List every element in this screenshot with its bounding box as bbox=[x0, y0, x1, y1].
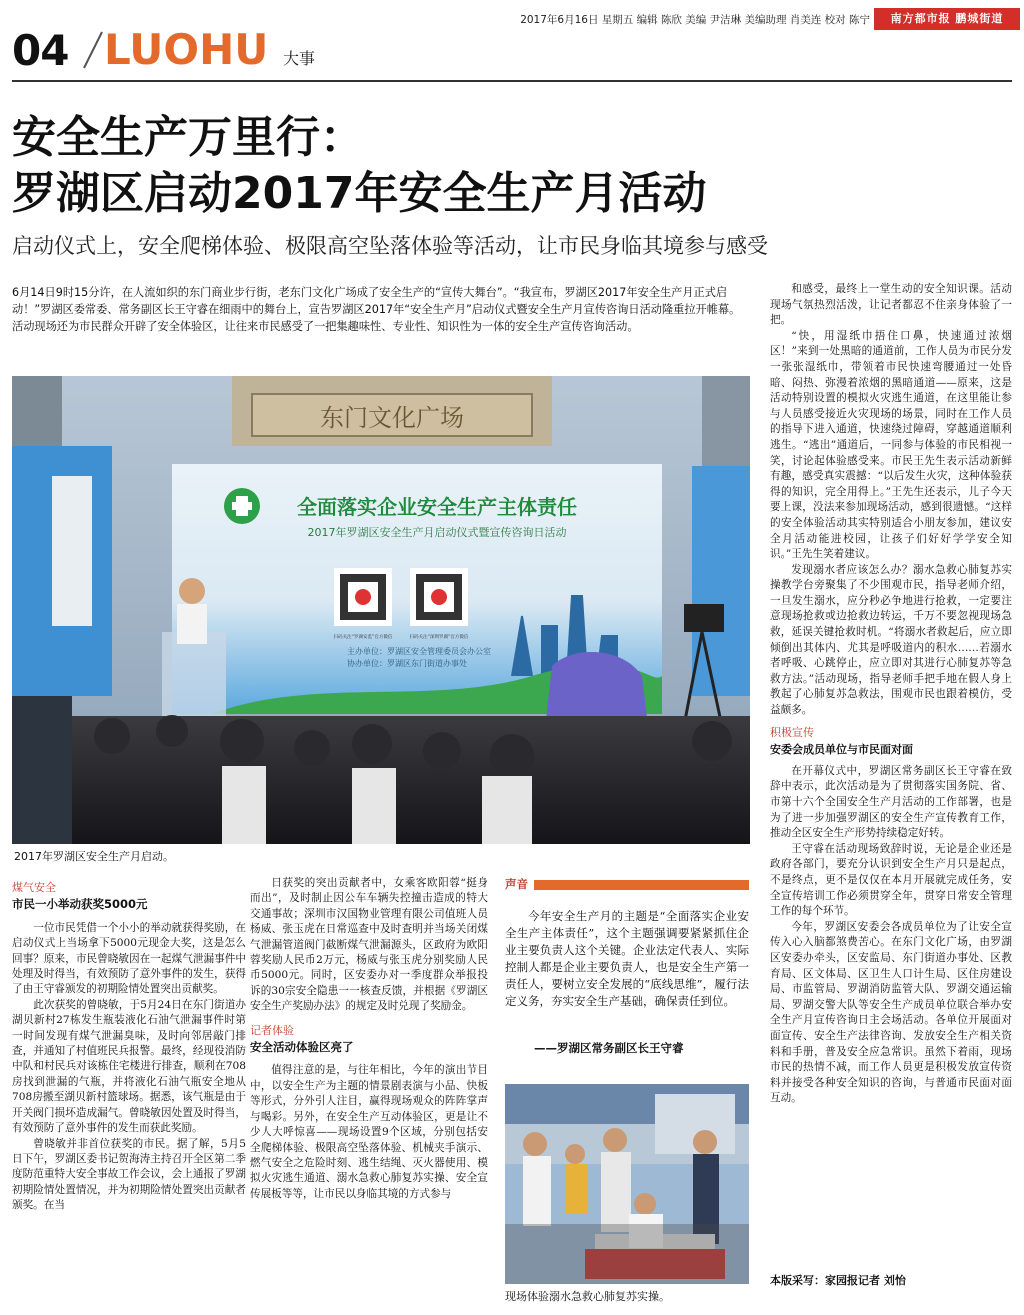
col1-paragraph-1: 一位市民凭借一个小小的举动就获得奖励，在启动仪式上当场拿下5000元现金大奖，这是怎么回事？原来，市民曾晓敏因在一起煤气泄漏事件中处理及时得当，有效预防了意外事件的发生，获得了由王守睿颁发的初期险情处置突出贡献奖。 bbox=[12, 921, 246, 996]
col1-kicker: 煤气安全 bbox=[12, 881, 56, 894]
organizer-text: 主办单位：罗湖区安全管理委员会办公室 bbox=[347, 647, 491, 656]
column-2 bbox=[250, 876, 488, 1202]
right-kicker: 积极宣传 bbox=[770, 725, 814, 739]
col1-paragraph-2: 此次获奖的曾晓敏，于5月24日在东门街道办湖贝新村27栋发生瓶装液化石油气泄漏事件时第一时间发现有煤气泄漏臭味，及时向邻居敲门排查，并通知了村值班民兵报警。最终，经现役消防中队和村民兵对该栋住宅楼进行排查，顺利在708房找到泄漏的气瓶，并将液化石油气瓶安全地从708房搬至湖贝新村篮球场。据悉，该气瓶是由于开关阀门损坏造成漏气。曾晓敏因处置及时得当，有效预防了意外事件的发生而获此奖励。 bbox=[12, 998, 246, 1135]
footer-credit: 本版采写：家园报记者 刘怡 bbox=[770, 1274, 906, 1287]
qr-caption-left: 扫码关注“罗湖安监”官方微信 bbox=[333, 635, 393, 640]
subheadline: 启动仪式上，安全爬梯体验、极限高空坠落体验等活动，让市民身临其境参与感受 bbox=[12, 234, 768, 258]
co-organizer-text: 协办单位：罗湖区东门街道办事处 bbox=[347, 659, 467, 668]
main-photo-graphic bbox=[12, 376, 750, 844]
right-paragraph-1: 和感受，最终上一堂生动的安全知识课。活动现场气氛热烈活泼，让记者都忍不住亲身体验了一把。 bbox=[770, 283, 1012, 327]
section-sub: 大事 bbox=[283, 49, 316, 68]
col2-subhead: 安全活动体验区亮了 bbox=[250, 1040, 354, 1055]
right-subhead: 安委会成员单位与市民面对面 bbox=[770, 743, 913, 757]
col2-kicker: 记者体验 bbox=[250, 1023, 294, 1037]
lead-paragraph: 6月14日9时15分许，在人流如织的东门商业步行街，老东门文化广场成了安全生产的“宣传大舞台”。“我宣布，罗湖区2017年安全生产月正式启动！”罗湖区委常委、常务副区长王守睿在细雨中的舞台上，宣告罗湖区2017年“安全生产月”启动仪式暨安全生产月宣传咨询日活动隆重拉开帷幕。活动现场还为市民群众开辟了安全体验区，让往来市民感受了一把集趣味性、专业性、知识性为一体的安全生产宣传咨询活动。 bbox=[12, 286, 741, 333]
voice-label: 声音 bbox=[505, 876, 534, 892]
right-paragraph-2: “快，用湿纸巾捂住口鼻，快速通过浓烟区！”来到一处黑暗的通道前，工作人员为市民分发一张张湿纸巾，带领着市民快速弯腰通过一处昏暗、闷热、弥漫着浓烟的黑暗通道——原来，这是活动特别设置的模拟火灾逃生通道，在这里能让参与人员感受接近火灾现场的场景，同时在工作人员的指导下进入通道，快速绕过障碍，穿越通道顺利逃生。“逃出”通道后，一同参与体验的市民相视一笑，讨论起体验感受来。市民王先生表示活动新鲜有趣，感受真实震撼：“以后发生火灾，这种体验获得的知识，完全用得上。”王先生还表示，儿子今天要上课，没法来参加现场活动，感到很遗憾。“这样的安全体验活动其实特别适合小朋友参加，建议安全月活动能进校园，让孩子们好好学学安全知识。”王先生笑着建议。 bbox=[770, 329, 1012, 561]
column-1 bbox=[12, 880, 246, 1214]
headline-line-2: 罗湖区启动2017年安全生产月活动 bbox=[12, 168, 707, 219]
header-rule bbox=[12, 80, 1012, 82]
col1-subhead: 市民一小举动获奖5000元 bbox=[12, 897, 148, 912]
photo-caption: 2017年罗湖区安全生产月启动。 bbox=[14, 850, 174, 863]
headline-line-1: 安全生产万里行： bbox=[12, 112, 364, 163]
cpr-photo-caption: 现场体验溺水急救心肺复苏实操。 bbox=[505, 1290, 670, 1303]
voice-signature: ——罗湖区常务副区长王守睿 bbox=[534, 1041, 684, 1055]
right-paragraph-5: 王守睿在活动现场致辞时说，无论是企业还是政府各部门，要充分认识到安全生产月只是起点，不是终点，更不是仅仅在本月开展就完成任务，安全宣传培训工作必须贯穿全年，贯穿日常安全管理工作的每个环节。 bbox=[770, 842, 1012, 918]
right-column bbox=[770, 282, 1012, 1107]
brand-logo: 南方都市报 鹏城街道 bbox=[874, 8, 1020, 30]
cpr-photo-graphic bbox=[505, 1084, 749, 1284]
col1-paragraph-3: 曾晓敏并非首位获奖的市民。据了解，5月5日下午，罗湖区委书记贺海涛主持召开全区第二季度防范重特大安全事故工作会议，会上通报了罗湖初期险情处置情况，并为初期险情处置突出贡献者颁奖。在当 bbox=[12, 1137, 246, 1212]
cpr-photo bbox=[505, 1084, 749, 1284]
right-paragraph-6: 今年，罗湖区安委会各成员单位为了让安全宣传入心入脑都煞费苦心。在东门文化广场，由罗湖区安委办牵头，区安监局、东门街道办事处、区教育局、区文体局、区卫生人口计生局、区住房建设局、市监管局、罗湖消防监管大队、罗湖交通运输局、罗湖交警大队等安全生产成员单位联合举办安全生产月宣传咨询日主会场活动。各单位开展面对面宣传、安全生产法律咨询、发放安全生产相关资料和手册，普及安全应急常识。虽然下着雨，现场市民的热情不减，而工作人员更是积极发放宣传资料并接受各种安全知识的咨询，与普通市民面对面互动。 bbox=[770, 920, 1012, 1105]
col2-paragraph-2: 值得注意的是，与往年相比，今年的演出节目中，以安全生产为主题的情景剧表演与小品、快板等形式，分外引人注目，赢得现场观众的阵阵掌声与喝彩。另外，在安全生产互动体验区，更是让不少人大呼惊喜——现场设置9个区域，分别包括安全爬梯体验、极限高空坠落体验、机械夹手演示、燃气安全之危险时刻、逃生结绳、灭火器使用、模拟火灾逃生通道、溺水急救心肺复苏实操、安全宣传展板等等，让市民以身临其境的方式参与 bbox=[250, 1064, 488, 1200]
backdrop-title: 全面落实企业安全生产主体责任 bbox=[297, 495, 577, 519]
page-number: 04 bbox=[12, 26, 69, 75]
right-paragraph-3: 发现溺水者应该怎么办？溺水急救心肺复苏实操教学台旁聚集了不少围观市民，指导老师介绍，一旦发生溺水，应分秒必争地进行抢救，一定要注意现场抢救或边抢救边转运，千万不要忽视现场急救，延误关键抢救时机。“将溺水者救起后，应立即倾倒出其体内、尤其是呼吸道内的积水……若溺水者呼吸、心跳停止，应立即对其进行心肺复苏等急救方法。”活动现场，指导老师手把手地在假人身上教起了心肺复苏急救法，围观市民也跟着模仿，受益颇多。 bbox=[770, 563, 1012, 717]
voice-quote: 今年安全生产月的主题是“全面落实企业安全生产主体责任”，这个主题强调要紧紧抓住企业主要负责人这个关键。企业法定代表人、实际控制人都是企业主要负责人，也是安全生产第一责任人，要树立安全发展的“底线思维”，履行法定义务，夯实安全生产基础，确保责任到位。 bbox=[505, 909, 749, 1008]
qr-caption-right: 扫码关注“深圳罗湖”官方微信 bbox=[409, 635, 469, 640]
col2-paragraph-1: 日获奖的突出贡献者中，女乘客欧阳蓉“挺身而出”，及时制止因公车车辆失控撞击造成的特大交通事故；深圳市汉国物业管理有限公司值班人员杨威、张玉虎在日常巡查中及时查明并当场关闭煤气泄漏管道阀门截断煤气泄漏源头，区政府为欧阳蓉奖励人民币2万元，杨威与张玉虎分别奖励人民币5000元。同时，区安委办对一季度群众举报投诉的30宗安全隐患一一核查反馈，并根据《罗湖区安全生产奖励办法》的规定及时兑现了奖励金。 bbox=[250, 877, 488, 1013]
header-meta: 2017年6月16日 星期五 编辑 陈欣 美编 尹洁琳 美编助理 肖美连 校对 陈宁 bbox=[520, 14, 870, 26]
right-paragraph-4: 在开幕仪式中，罗湖区常务副区长王守睿在致辞中表示，此次活动是为了贯彻落实国务院、省、市第十六个全国安全生产月活动的工作部署，也是为了进一步加强罗湖区的安全生产宣传教育工作，推动全区安全生产形势持续稳定好转。 bbox=[770, 764, 1012, 840]
section-name: LUOHU bbox=[104, 25, 269, 74]
slash-icon bbox=[78, 28, 106, 72]
main-photo bbox=[12, 376, 750, 844]
voice-body bbox=[505, 908, 749, 1010]
backdrop-subtitle: 2017年罗湖区安全生产月启动仪式暨宣传咨询日活动 bbox=[307, 526, 567, 539]
voice-bar bbox=[505, 880, 749, 890]
gate-inscription: 东门文化广场 bbox=[320, 404, 464, 432]
